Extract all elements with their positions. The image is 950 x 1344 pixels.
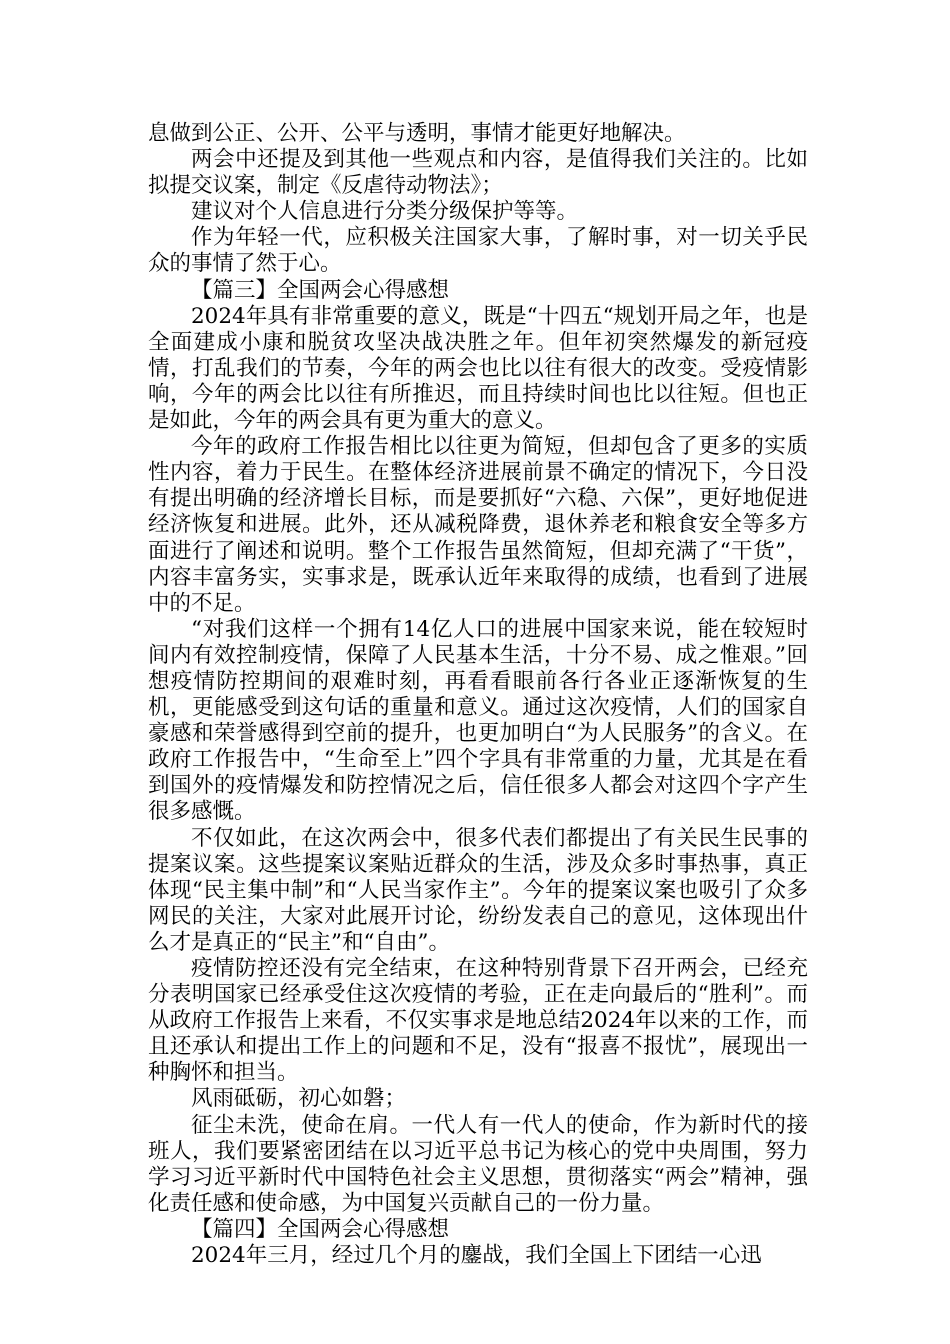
body-paragraph: 不仅如此，在这次两会中，很多代表们都提出了有关民生民事的提案议案。这些提案议案贴近群众的生活，涉及众多时事热事，真正体现“民主集中制”和“人民当家作主”。今年的提案议案也吸引了众多网民的关注，大家对此展开讨论，纷纷发表自己的意见，这体现出什么才是真正的“民主”和“自由”。 xyxy=(148,825,808,955)
continuation-paragraph: 息做到公正、公开、公平与透明，事情才能更好地解决。 xyxy=(148,121,686,146)
body-paragraph: 征尘未洗，使命在肩。一代人有一代人的使命，作为新时代的接班人，我们要紧密团结在以习近平总书记为核心的党中央周围，努力学习习近平新时代中国特色社会主义思想，贯彻落实“两会”精神，强化责任感和使命感，为中国复兴贡献自己的一份力量。 xyxy=(148,1112,808,1216)
section-heading: 【篇三】全国两会心得感想 xyxy=(191,277,450,303)
body-paragraph: 2024年具有非常重要的意义，既是“十四五“规划开局之年，也是全面建成小康和脱贫攻坚决战决胜之年。但年初突然爆发的新冠疫情，打乱我们的节奏，今年的两会也比以往有很大的改变。受疫情影响，今年的两会比以往有所推迟，而且持续时间也比以往短。但也正是如此，今年的两会具有更为重大的意义。 xyxy=(148,303,808,434)
body-paragraph: 两会中还提及到其他一些观点和内容，是值得我们关注的。比如拟提交议案，制定《反虐待动物法》； xyxy=(148,147,808,199)
body-paragraph: 2024年三月，经过几个月的鏖战，我们全国上下团结一心迅 xyxy=(191,1243,762,1269)
document-body xyxy=(148,121,808,1269)
body-paragraph: 今年的政府工作报告相比以往更为简短，但却包含了更多的实质性内容，着力于民生。在整体经济进展前景不确定的情况下，今日没有提出明确的经济增长目标，而是要抓好“六稳、六保”，更好地促进经济恢复和进展。此外，还从减税降费，退休养老和粮食安全等多方面进行了阐述和说明。整个工作报告虽然简短，但却充满了“干货”，内容丰富务实，实事求是，既承认近年来取得的成绩，也看到了进展中的不足。 xyxy=(148,434,808,616)
section-heading: 【篇四】全国两会心得感想 xyxy=(191,1216,450,1242)
body-paragraph: “对我们这样一个拥有14亿人口的进展中国家来说，能在较短时间内有效控制疫情，保障了人民基本生活，十分不易、成之惟艰。”回想疫情防控期间的艰难时刻，再看看眼前各行各业正逐渐恢复的生机，更能感受到这句话的重量和意义。通过这次疫情，人们的国家自豪感和荣誉感得到空前的提升，也更加明白“为人民服务”的含义。在政府工作报告中，“生命至上”四个字具有非常重的力量，尤其是在看到国外的疫情爆发和防控情况之后，信任很多人都会对这四个字产生很多感慨。 xyxy=(148,616,808,825)
body-paragraph: 疫情防控还没有完全结束，在这种特别背景下召开两会，已经充分表明国家已经承受住这次疫情的考验，正在走向最后的“胜利”。而从政府工作报告上来看，不仅实事求是地总结2024年以来的工作，而且还承认和提出工作上的问题和不足，没有“报喜不报忧”，展现出一种胸怀和担当。 xyxy=(148,956,808,1086)
body-paragraph: 风雨砥砺，初心如磐； xyxy=(191,1086,407,1112)
body-paragraph: 建议对个人信息进行分类分级保护等等。 xyxy=(191,199,579,225)
body-paragraph: 作为年轻一代，应积极关注国家大事，了解时事，对一切关乎民众的事情了然于心。 xyxy=(148,225,808,277)
